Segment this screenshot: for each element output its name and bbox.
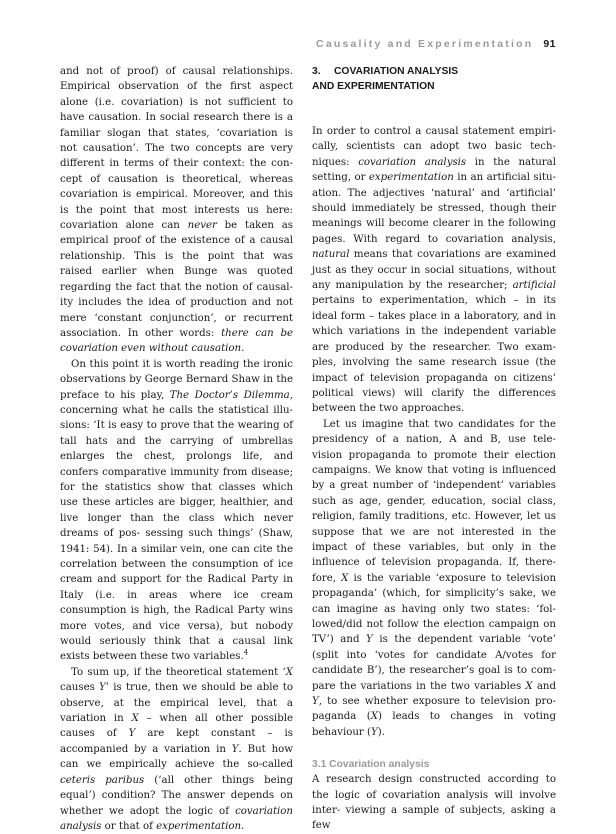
paragraph: A research design constructed according to the logic of covariation analysis will involve inter- viewing a sample of subjects, asking a few <box>312 774 556 832</box>
paragraph: On this point it is worth reading the ironic observations by George Bernard Shaw in the preface to his play, The Doctor’s Dilemma, concerning what he calls the statistical illu- sions: ‘It is easy to prove that the wearing of tall hats and the carrying of umbrellas enlarges the chest, prolongs life, and confers comparative immunity from disease; for the statistics show that classes which use these articles are bigger, healthier, and live longer than the class which never dreams of pos- sessing such things’ (Shaw, 1941: 54). In a similar vein, one can cite the correlation between the consumption of ice cream and support for the Radical Party in Italy (i.e. in areas where ice cream consumption is high, the Radical Party wins more votes, and vice versa), but nobody would seriously think that a causal link exists between these two variables.$^4$ <box>60 358 293 663</box>
footnote-ref[interactable]: 4 <box>243 649 249 658</box>
subsection-heading: 3.1 Covariation analysis <box>312 759 430 771</box>
left-column <box>60 64 293 834</box>
page-number: 91 <box>543 38 556 50</box>
section-heading <box>312 64 556 94</box>
paragraph: Let us imagine that two candidates for the presidency of a nation, A and B, use tele- vision propaganda to promote their election campaigns. We know that voting is influenced by a great number of ‘independent’ variables such as age, gender, education, social class, religion, family traditions, etc. However, let us suppose that we are not interested in the impact of these variables, but only in the influence of television propaganda. If, there- fore, X is the variable ‘exposure to television propaganda’ (which, for simplicity’s sake, we can imagine as having only two states: ‘fol- lowed/did not follow the election campaign on TV’) and Y is the dependent variable ‘vote’ (split into ‘votes for candidate A/votes for candidate B’), the researcher’s goal is to com- pare the variations in the two variables X and Y, to see whether exposure to television pro- paganda (X) leads to changes in voting behaviour (Y). <box>312 418 557 738</box>
section-number: 3. <box>312 66 321 77</box>
running-title: Causality and Experimentation <box>316 38 534 50</box>
paragraph: In order to control a causal statement empiri- cally, scientists can adopt two basic tech- niques: covariation analysis in the natural setting, or experimentation in an artificial situ- ation. The adjectives ‘natural’ and ‘artificial’ should immediately be stressed, though their meanings will become clearer in the following pages. With regard to covariation analysis, natural means that covariations are examined just as they occur in social situations, without any manipulation by the researcher; artificial pertains to experimentation, which – in its ideal form – takes place in a laboratory, and in which variations in the independent variable are produced by the researcher. Two exam- ples, involving the same research issue (the impact of television propaganda on citizens’ political views) will clarify the differences between the two approaches. <box>312 126 556 415</box>
section-title-line1: COVARIATION ANALYSIS <box>334 66 459 77</box>
running-head <box>60 38 556 50</box>
paragraph: To sum up, if the theoretical statement ‘X causes Y’ is true, then we should be able to observe, at the empirical level, that a variation in X – when all other possible causes of Y are kept constant – is accompanied by a variation in Y. But how can we empirically achieve the so-called ceteris paribus (‘all other things being equal’) condition? The answer depends on whether we adopt the logic of covariation analysis or that of experimentation. <box>60 666 293 832</box>
paragraph: and not of proof) of causal relationships. Empirical observation of the first aspect alone (i.e. covariation) is not sufficient to have causation. In social research there is a familiar slogan that states, ‘covariation is not causation’. The two concepts are very different in terms of their context: the con- cept of causation is theoretical, whereas covariation is empirical. Moreover, and this is the point that most interests us here: covariation alone can never be taken as empirical proof of the existence of a causal relationship. This is the point that was raised earlier when Bunge was quoted regarding the fact that the notion of causal- ity includes the idea of production and not mere ‘constant conjunction’, or recurrent association. In other words: there can be covariation even without causation. <box>60 66 294 355</box>
section-title-line2: AND EXPERIMENTATION <box>312 81 435 92</box>
right-column <box>312 64 556 834</box>
